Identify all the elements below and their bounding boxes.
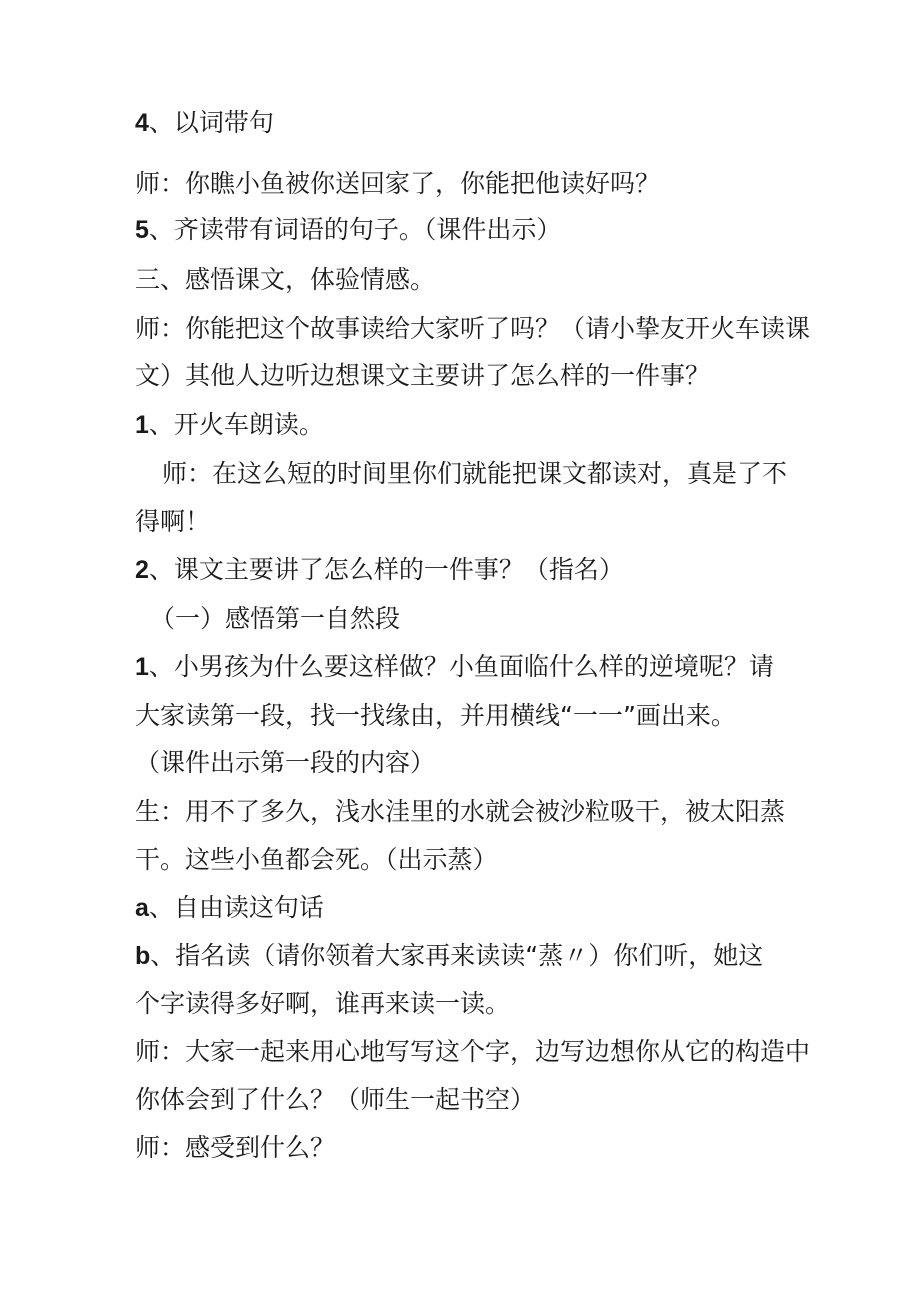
line-text: 师：你瞧小鱼被你送回家了，你能把他读好吗？ xyxy=(135,169,661,198)
line-text: 师：在这么短的时间里你们就能把课文都读对，真是了不 xyxy=(162,459,788,488)
line-text: 生：用不了多久，浅水洼里的水就会被沙粒吸干，被太阳蒸 xyxy=(135,797,786,826)
line-text: （一）感悟第一自然段 xyxy=(150,604,401,633)
subsection-heading xyxy=(150,604,400,634)
list-item xyxy=(135,555,624,585)
line-text: 、开火车朗读。 xyxy=(148,410,324,439)
text-line xyxy=(135,1133,335,1163)
list-number: 5 xyxy=(135,216,149,244)
line-text: 个字读得多好啊，谁再来读一读。 xyxy=(135,989,511,1018)
line-text: 三、感悟课文，体验情感。 xyxy=(135,265,436,294)
list-number: 2 xyxy=(135,556,149,584)
text-line xyxy=(135,169,660,199)
line-text: （课件出示第一段的内容） xyxy=(135,748,436,777)
list-number: 4 xyxy=(135,109,149,137)
line-text: 师：你能把这个故事读给大家听了吗？（请小挚友开火车读课 xyxy=(135,314,811,343)
list-item xyxy=(135,652,774,682)
list-number: 1 xyxy=(135,653,149,681)
heading-5 xyxy=(135,215,561,245)
text-line xyxy=(135,701,736,731)
text-line xyxy=(135,314,810,344)
line-text: 师：大家一起来用心地写写这个字，边写边想你从它的构造中 xyxy=(135,1037,811,1066)
text-line xyxy=(135,1085,535,1115)
list-number: 1 xyxy=(135,411,149,439)
list-number: a xyxy=(135,894,149,922)
line-text: 文）其他人边听边想课文主要讲了怎么样的一件事？ xyxy=(135,361,711,390)
list-item xyxy=(135,893,324,923)
section-heading xyxy=(135,265,435,295)
text-line xyxy=(135,845,498,875)
line-text: 师：感受到什么？ xyxy=(135,1133,336,1162)
text-line xyxy=(135,748,435,778)
text-line xyxy=(135,797,785,827)
line-text: 、以词带句 xyxy=(148,108,274,137)
list-item xyxy=(135,941,763,971)
line-text: 你体会到了什么？（师生一起书空） xyxy=(135,1085,536,1114)
text-line xyxy=(135,989,510,1019)
line-text: 、小男孩为什么要这样做？小鱼面临什么样的逆境呢？请 xyxy=(148,652,774,681)
line-text: 干。这些小鱼都会死。（出示蒸） xyxy=(135,845,498,874)
text-line xyxy=(135,1037,810,1067)
line-text: 得啊！ xyxy=(135,507,211,536)
list-item xyxy=(135,410,324,440)
line-text: 、齐读带有词语的句子。（课件出示） xyxy=(148,215,562,244)
line-text: 、自由读这句话 xyxy=(148,893,324,922)
text-line xyxy=(135,507,210,537)
text-line xyxy=(162,459,787,489)
text-line xyxy=(135,361,710,391)
heading-4 xyxy=(135,108,274,138)
line-text: 、课文主要讲了怎么样的一件事？（指名） xyxy=(148,555,624,584)
line-text: 大家读第一段，找一找缘由，并用横线“一一”画出来。 xyxy=(135,701,736,730)
line-text: 、指名读（请你领着大家再来读读“蒸〃）你们听，她这 xyxy=(150,941,764,970)
list-number: b xyxy=(135,942,151,970)
